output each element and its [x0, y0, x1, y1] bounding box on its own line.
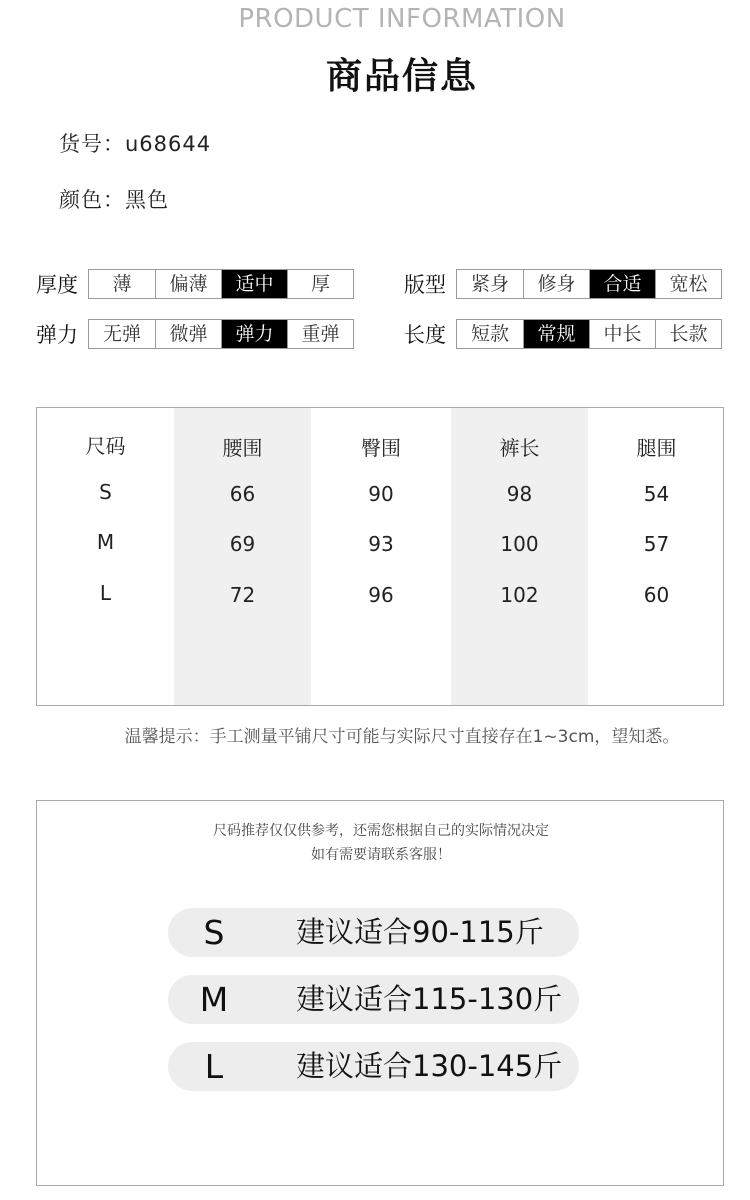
- option-elasticity-high: 重弹: [287, 320, 353, 348]
- fit-label: 版型: [404, 273, 446, 297]
- thigh-column: [588, 408, 724, 705]
- option-fit-regular: 合适: [589, 270, 655, 298]
- option-fit-slim: 修身: [523, 270, 589, 298]
- recommend-weight: 建议适合115-130斤: [296, 982, 563, 1016]
- table-header: 尺码: [85, 434, 126, 458]
- recommend-item-l: [168, 1042, 579, 1091]
- elasticity-label: 弹力: [36, 323, 78, 347]
- table-cell: 57: [643, 532, 670, 556]
- recommend-size: S: [203, 913, 225, 952]
- size-table: [36, 407, 724, 706]
- option-length-midi: 中长: [589, 320, 655, 348]
- hip-column: [311, 408, 451, 705]
- option-thickness-thin: 薄: [112, 273, 132, 295]
- option-thickness-slightly-thin: 偏薄: [155, 270, 221, 298]
- recommend-size: M: [199, 980, 229, 1019]
- option-elasticity-none: 无弹: [102, 323, 141, 345]
- recommend-item-m: [168, 975, 579, 1024]
- table-cell: 100: [500, 532, 539, 556]
- length-options: [456, 319, 722, 349]
- table-cell: 69: [229, 532, 256, 556]
- thickness-label: 厚度: [36, 273, 78, 297]
- pants-length-column: [451, 408, 588, 705]
- elasticity-options: [88, 319, 354, 349]
- table-cell: 93: [368, 532, 394, 556]
- option-thickness-thick: 厚: [287, 270, 353, 298]
- table-cell: 90: [368, 482, 394, 506]
- recommend-weight: 建议适合130-145斤: [296, 1049, 563, 1083]
- table-cell: 60: [643, 583, 670, 607]
- table-cell: 98: [506, 482, 533, 506]
- recommend-weight: 建议适合90-115斤: [296, 915, 544, 949]
- item-number: 货号：u68644: [59, 132, 212, 156]
- fit-options: [456, 269, 722, 299]
- measurement-note: 温馨提示：手工测量平铺尺寸可能与实际尺寸直接存在1~3cm，望知悉。: [124, 727, 680, 747]
- table-cell: S: [99, 480, 112, 504]
- size-recommendation: [36, 800, 724, 1186]
- table-cell: L: [99, 581, 112, 605]
- table-cell: 72: [229, 583, 256, 607]
- table-cell: 54: [643, 482, 670, 506]
- recommend-hint-line1: 尺码推荐仅仅供参考，还需您根据自己的实际情况决定: [213, 823, 549, 839]
- recommend-item-s: [168, 908, 579, 957]
- table-cell: 102: [500, 583, 539, 607]
- option-elasticity-stretch: 弹力: [221, 320, 287, 348]
- thickness-options: [88, 269, 354, 299]
- length-label: 长度: [404, 323, 446, 347]
- length-row: [404, 319, 722, 349]
- option-length-long: 长款: [655, 320, 721, 348]
- table-cell: M: [96, 530, 115, 554]
- table-header: 裤长: [499, 436, 540, 460]
- option-thickness-medium: 适中: [221, 270, 287, 298]
- page-title: 商品信息: [325, 56, 478, 97]
- option-length-regular: 常规: [523, 320, 589, 348]
- recommend-size: L: [204, 1047, 224, 1086]
- table-header: 腰围: [222, 436, 263, 460]
- fit-row: [404, 269, 722, 299]
- option-fit-loose: 宽松: [655, 270, 721, 298]
- size-column: [37, 408, 174, 705]
- table-cell: 96: [368, 583, 394, 607]
- english-title: PRODUCT INFORMATION: [238, 4, 566, 34]
- table-header: 臀围: [361, 436, 401, 460]
- option-fit-tight: 紧身: [470, 273, 509, 295]
- option-length-short: 短款: [470, 323, 509, 345]
- waist-column: [174, 408, 311, 705]
- table-header: 腿围: [636, 436, 677, 460]
- elasticity-row: [36, 319, 354, 349]
- thickness-row: [36, 269, 354, 299]
- recommend-hint-line2: 如有需要请联系客服！: [311, 847, 451, 863]
- color-info: 颜色：黑色: [59, 188, 169, 212]
- option-elasticity-slight: 微弹: [155, 320, 221, 348]
- table-cell: 66: [229, 482, 256, 506]
